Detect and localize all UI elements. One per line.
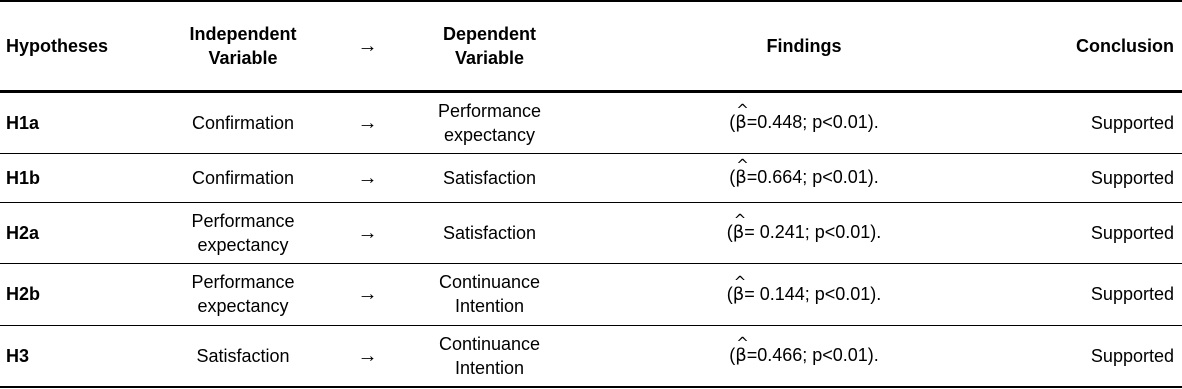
arrow-icon: → [357,221,378,244]
beta-hat-symbol: ^ β [735,111,747,135]
finding-value: = 0.241; p<0.01). [744,222,882,242]
dependent-variable: Satisfaction [442,167,537,188]
conclusion: Supported [1090,112,1174,133]
hypothesis-id: H1a [6,112,40,133]
arrow-icon: → [357,283,378,305]
finding-open: ( [726,222,733,242]
independent-variable: Confirmation [191,112,295,133]
table-row [0,202,1182,263]
dependent-variable: Satisfaction [442,222,537,243]
header-row [0,1,1182,91]
arrow-icon: → [357,111,378,134]
independent-variable: Performance expectancy [191,210,295,255]
arrow-icon: → [357,166,378,189]
independent-variable: Confirmation [191,167,295,188]
finding [578,325,1030,387]
conclusion: Supported [1090,345,1174,366]
table-row [0,325,1182,387]
header-independent-variable: Independent Variable [189,23,297,68]
header-conclusion: Conclusion [1076,35,1174,56]
table-row [0,91,1182,153]
independent-variable: Satisfaction [196,345,290,366]
arrow-icon: → [357,344,378,367]
header-findings: Findings [766,35,842,56]
finding [578,153,1030,202]
finding-value: =0.448; p<0.01). [746,112,879,132]
conclusion: Supported [1090,167,1174,188]
dependent-variable: Continuance Intention [438,272,541,316]
finding-open: ( [729,167,736,187]
beta-hat-symbol: ^ β [733,283,745,307]
finding-open: ( [726,283,733,304]
independent-variable: Performance expectancy [191,272,295,316]
header-arrow: → [357,34,378,57]
conclusion: Supported [1090,284,1174,304]
finding-open: ( [729,345,736,366]
beta-hat-symbol: ^ β [733,221,745,245]
hypothesis-id: H3 [6,345,30,366]
finding-value: =0.466; p<0.01). [746,345,879,366]
dependent-variable: Continuance Intention [438,333,541,378]
conclusion: Supported [1090,222,1174,243]
finding-value: =0.664; p<0.01). [746,167,879,187]
finding-value: = 0.144; p<0.01). [744,283,882,304]
beta-hat-symbol: ^ β [735,344,747,368]
finding [578,263,1030,325]
table-row [0,263,1182,325]
finding [578,91,1030,153]
header-hypotheses: Hypotheses [6,35,109,56]
hypothesis-id: H1b [6,167,41,188]
table-row [0,153,1182,202]
dependent-variable: Performance expectancy [437,100,542,145]
finding [578,202,1030,263]
hypothesis-id: H2a [6,222,40,243]
finding-open: ( [729,112,736,132]
hypothesis-id: H2b [6,284,41,304]
beta-hat-symbol: ^ β [735,166,747,190]
header-dependent-variable: Dependent Variable [442,23,536,68]
